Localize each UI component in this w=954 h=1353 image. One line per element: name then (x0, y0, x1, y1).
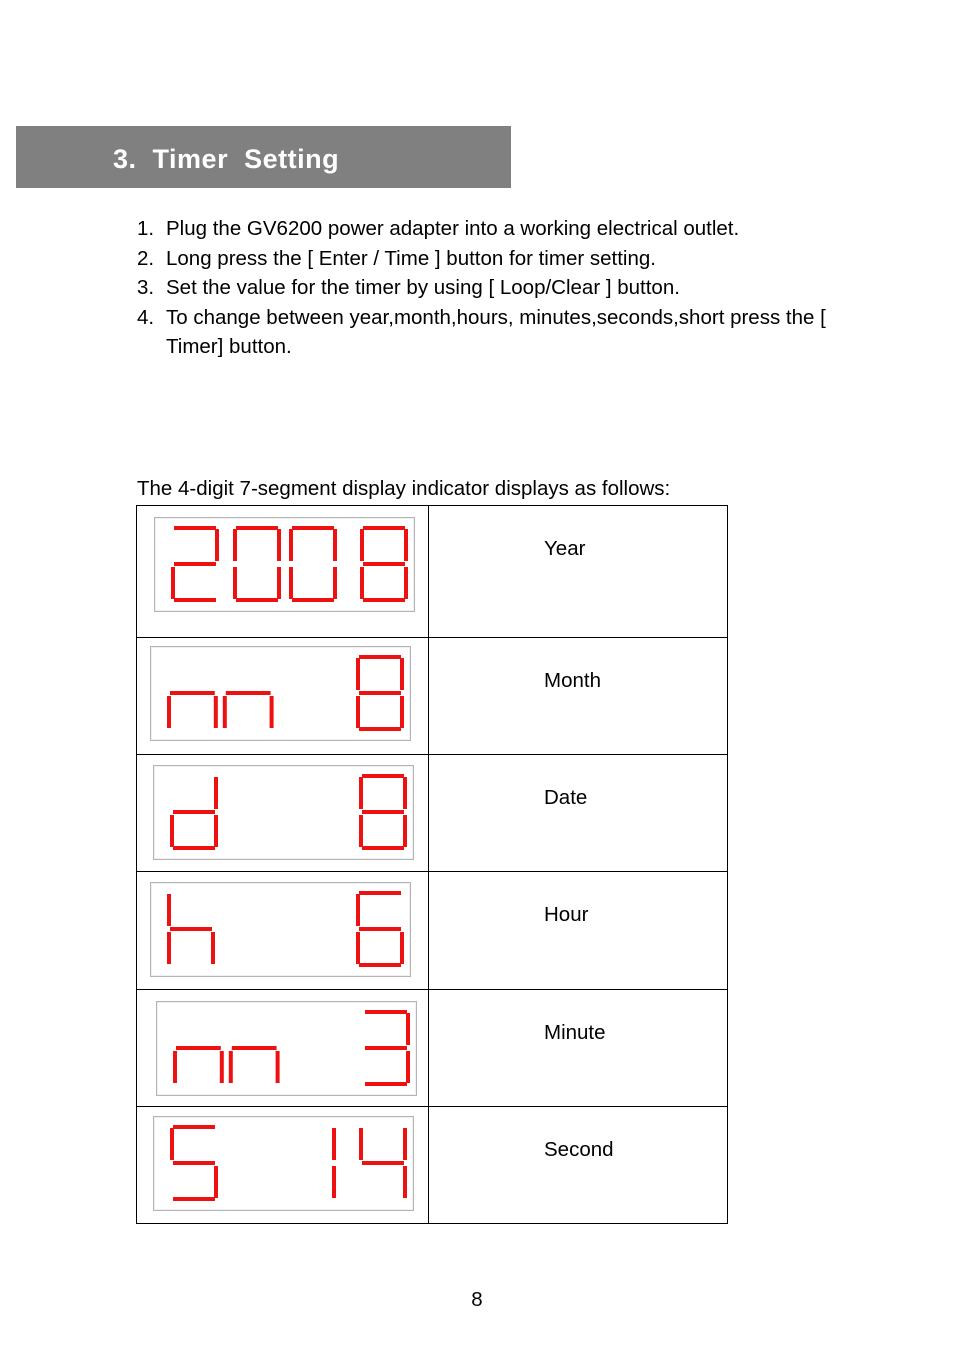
segment-g (170, 691, 215, 695)
segment-g (173, 810, 215, 814)
segment-b (403, 1128, 407, 1160)
segment-e (167, 696, 171, 728)
step-number: 3. (137, 276, 155, 299)
segment-a (174, 526, 216, 530)
segment-c (400, 932, 404, 964)
segment-f (170, 1128, 174, 1160)
label-cell (429, 990, 728, 1107)
table-row (137, 755, 728, 872)
segment-f (356, 894, 360, 926)
segment-b (406, 1013, 410, 1045)
segment-c (214, 696, 218, 728)
segment-a (173, 1125, 215, 1129)
segment-d (359, 727, 401, 731)
label-cell (429, 1107, 728, 1224)
display-cell (137, 990, 429, 1107)
segment-g (232, 1046, 277, 1050)
digit-m (173, 1046, 280, 1083)
segment-d (362, 846, 404, 850)
step-text: Set the value for the timer by using [ Loop/Clear ] button. (166, 276, 680, 299)
label-cell (429, 755, 728, 872)
row-label: Month (544, 669, 601, 692)
lcd-display (156, 1001, 417, 1096)
segment-b (215, 529, 219, 561)
segment-b (332, 1128, 336, 1160)
segment-e (356, 932, 360, 964)
seven-segment-svg (157, 1002, 416, 1095)
step-text: Long press the [ Enter / Time ] button for timer setting. (166, 246, 656, 270)
table-row (137, 990, 728, 1107)
segment-c (332, 1166, 336, 1198)
row-label: Date (544, 786, 588, 809)
row-label: Year (544, 537, 586, 560)
segment-c (400, 696, 404, 728)
step-text: Plug the GV6200 power adapter into a working electrical outlet. (166, 217, 740, 240)
segment-b (400, 658, 404, 690)
digit-d (170, 777, 218, 850)
segment-c (277, 567, 281, 599)
digit-8 (359, 774, 407, 850)
display-cell (137, 638, 429, 755)
step-number: 1. (137, 217, 155, 240)
segment-f (233, 529, 237, 561)
segment-c (270, 696, 274, 728)
segment-e (229, 1051, 233, 1083)
seven-segment-svg (154, 1117, 413, 1210)
digit-8 (356, 655, 404, 731)
segment-g (363, 562, 405, 566)
table-row (137, 872, 728, 990)
seven-segment-svg (151, 883, 410, 976)
digit-0 (233, 526, 281, 602)
segment-g (226, 691, 271, 695)
step-number: 4. (137, 305, 155, 329)
segment-a (359, 655, 401, 659)
segment-c (404, 567, 408, 599)
segment-a (363, 526, 405, 530)
segment-g (365, 1046, 407, 1050)
segment-e (359, 815, 363, 847)
segment-c (214, 1166, 218, 1198)
segment-c (276, 1051, 280, 1083)
segment-a (236, 526, 278, 530)
display-cell (137, 872, 429, 990)
segment-g (359, 691, 401, 695)
segment-c (403, 815, 407, 847)
segment-f (356, 658, 360, 690)
segment-c (403, 1166, 407, 1198)
segment-b (403, 777, 407, 809)
steps-list (137, 214, 877, 362)
segment-b (277, 529, 281, 561)
table-row (137, 638, 728, 755)
segment-f (360, 529, 364, 561)
segment-f (167, 894, 171, 926)
segment-c (333, 567, 337, 599)
step-item (137, 214, 877, 244)
display-cell (137, 1107, 429, 1224)
segment-f (359, 1128, 363, 1160)
row-label: Minute (544, 1021, 606, 1044)
step-item (137, 303, 877, 362)
lcd-display (154, 517, 415, 612)
segment-g (176, 1046, 221, 1050)
segment-d (292, 598, 334, 602)
section-title-text: Timer Setting (152, 144, 340, 174)
segment-e (289, 567, 293, 599)
segment-e (171, 567, 175, 599)
seven-segment-svg (154, 766, 413, 859)
display-cell (137, 506, 429, 638)
segment-e (223, 696, 227, 728)
table-row (137, 1107, 728, 1224)
segment-e (356, 696, 360, 728)
digit-8 (360, 526, 408, 602)
display-table (136, 505, 728, 1224)
segment-a (365, 1010, 407, 1014)
segment-g (173, 1161, 215, 1165)
segment-d (236, 598, 278, 602)
segment-g (174, 562, 216, 566)
segment-a (359, 891, 401, 895)
page-number: 8 (471, 1288, 483, 1311)
segment-d (173, 1197, 215, 1201)
label-cell (429, 506, 728, 638)
label-cell (429, 872, 728, 990)
digit-m (167, 691, 274, 728)
segment-f (289, 529, 293, 561)
segment-f (359, 777, 363, 809)
segment-b (214, 777, 218, 809)
section-number: 3. (113, 144, 137, 174)
step-text: To change between year,month,hours, minutes,seconds,short press the [ Timer] button. (166, 305, 826, 358)
segment-g (170, 927, 212, 931)
segment-c (220, 1051, 224, 1083)
segment-e (170, 815, 174, 847)
segment-d (365, 1082, 407, 1086)
segment-d (363, 598, 405, 602)
segment-c (406, 1051, 410, 1083)
segment-g (359, 927, 401, 931)
segment-b (333, 529, 337, 561)
section-title (113, 144, 339, 175)
segment-c (211, 932, 215, 964)
row-label: Hour (544, 903, 589, 926)
lcd-display (153, 1116, 414, 1211)
step-item (137, 273, 877, 303)
digit-6 (356, 891, 404, 967)
digit-3 (365, 1010, 410, 1086)
segment-g (362, 810, 404, 814)
segment-b (404, 529, 408, 561)
label-cell (429, 638, 728, 755)
segment-a (362, 774, 404, 778)
segment-d (173, 846, 215, 850)
digit-4 (359, 1128, 407, 1198)
table-row (137, 506, 728, 638)
segment-a (292, 526, 334, 530)
lcd-display (153, 765, 414, 860)
step-item (137, 244, 877, 274)
digit-2 (171, 526, 219, 602)
digit-S (170, 1125, 218, 1201)
display-cell (137, 755, 429, 872)
display-intro: The 4-digit 7-segment display indicator displays as follows: (137, 477, 671, 500)
digit-0 (289, 526, 337, 602)
segment-g (362, 1161, 404, 1165)
segment-e (233, 567, 237, 599)
step-number: 2. (137, 246, 155, 270)
lcd-display (150, 882, 411, 977)
segment-e (167, 932, 171, 964)
digit-1 (332, 1128, 336, 1198)
digit-h (167, 894, 215, 964)
lcd-display (150, 646, 411, 741)
seven-segment-svg (151, 647, 410, 740)
segment-d (174, 598, 216, 602)
segment-c (214, 815, 218, 847)
segment-e (173, 1051, 177, 1083)
section-header (16, 126, 511, 188)
seven-segment-svg (155, 518, 414, 611)
segment-d (359, 963, 401, 967)
segment-e (360, 567, 364, 599)
row-label: Second (544, 1138, 614, 1161)
